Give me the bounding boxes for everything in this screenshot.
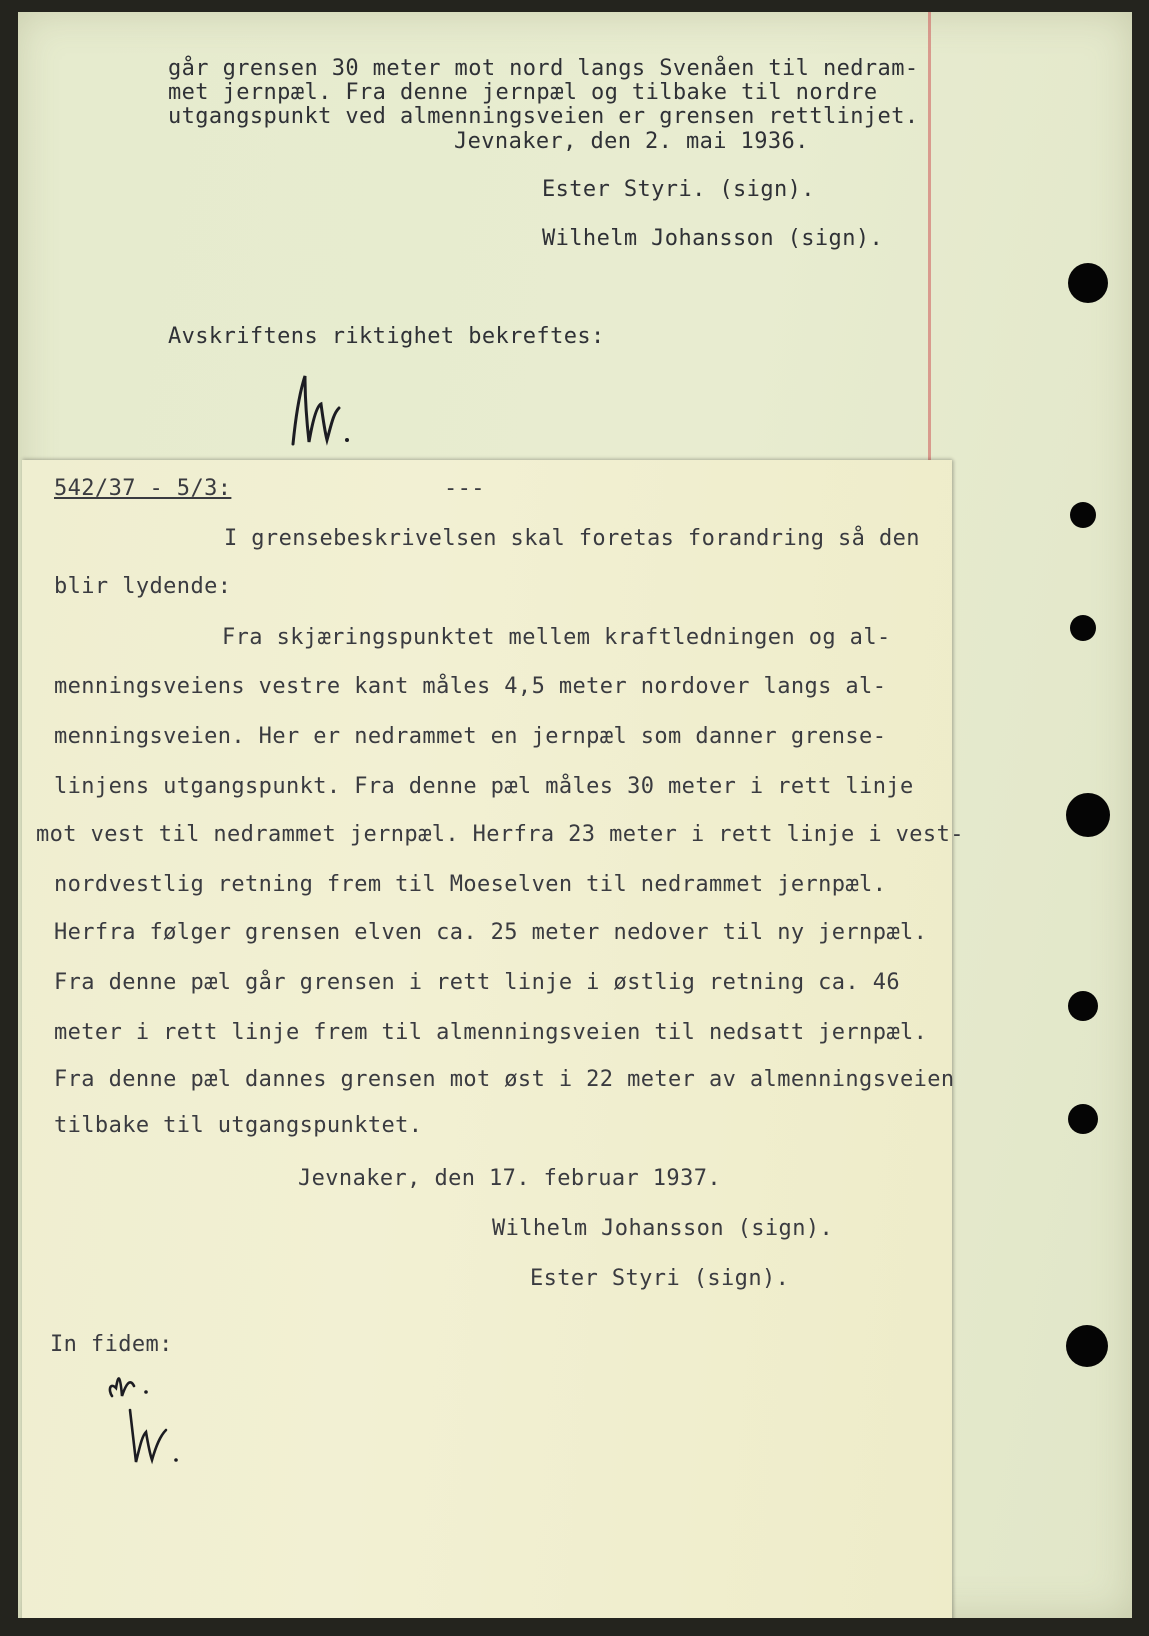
text-line: I grensebeskrivelsen skal foretas forandring så den — [224, 526, 920, 551]
text-line: nordvestlig retning frem til Moeselven til nedrammet jernpæl. — [54, 872, 887, 897]
text-line: menningsveien. Her er nedrammet en jernpæl som danner grense- — [54, 724, 887, 749]
handwritten-initials — [283, 364, 363, 454]
signature-line: Wilhelm Johansson (sign). — [492, 1216, 834, 1241]
text-line: mot vest til nedrammet jernpæl. Herfra 23 meter i rett linje i vest- — [36, 822, 964, 847]
separator-dashes: --- — [444, 476, 485, 501]
text-line: menningsveiens vestre kant måles 4,5 meter nordover langs al- — [54, 674, 887, 699]
text-line: Fra skjæringspunktet mellem kraftledningen og al- — [222, 625, 891, 650]
punch-hole — [1068, 991, 1098, 1021]
text-line: utgangspunkt ved almenningsveien er grensen rettlinjet. — [168, 104, 919, 129]
signature-line: Wilhelm Johansson (sign). — [542, 226, 884, 251]
text-line: met jernpæl. Fra denne jernpæl og tilbake til nordre — [168, 80, 878, 105]
punch-hole — [1066, 793, 1110, 837]
document-page — [18, 12, 1132, 1618]
text-line: tilbake til utgangspunktet. — [54, 1113, 423, 1138]
pasted-slip — [22, 460, 964, 1618]
punch-hole — [1066, 1325, 1108, 1367]
reference-number: 542/37 - 5/3: — [54, 476, 232, 501]
text-line: linjens utgangspunkt. Fra denne pæl måles 30 meter i rett linje — [54, 774, 914, 799]
text-line: går grensen 30 meter mot nord langs Svenåen til nedram- — [168, 56, 919, 81]
text-line: Fra denne pæl går grensen i rett linje i østlig retning ca. 46 — [54, 970, 900, 995]
confirmation-text: Avskriftens riktighet bekreftes: — [168, 324, 605, 349]
text-line: blir lydende: — [54, 574, 232, 599]
upper-document — [18, 12, 1132, 482]
handwritten-initials — [96, 1366, 206, 1476]
text-line: Herfra følger grensen elven ca. 25 meter nedover til ny jernpæl. — [54, 920, 928, 945]
punch-hole — [1070, 615, 1096, 641]
in-fidem-label: In fidem: — [50, 1332, 173, 1357]
punch-hole — [1068, 263, 1108, 303]
text-line: Fra denne pæl dannes grensen mot øst i 22 meter av almenningsveien — [54, 1067, 955, 1092]
signature-line: Ester Styri. (sign). — [542, 177, 815, 202]
place-date: Jevnaker, den 17. februar 1937. — [298, 1166, 721, 1191]
punch-hole — [1070, 502, 1096, 528]
punch-hole — [1068, 1104, 1098, 1134]
signature-line: Ester Styri (sign). — [530, 1266, 790, 1291]
place-date: Jevnaker, den 2. mai 1936. — [454, 129, 809, 154]
text-line: meter i rett linje frem til almenningsveien til nedsatt jernpæl. — [54, 1020, 928, 1045]
